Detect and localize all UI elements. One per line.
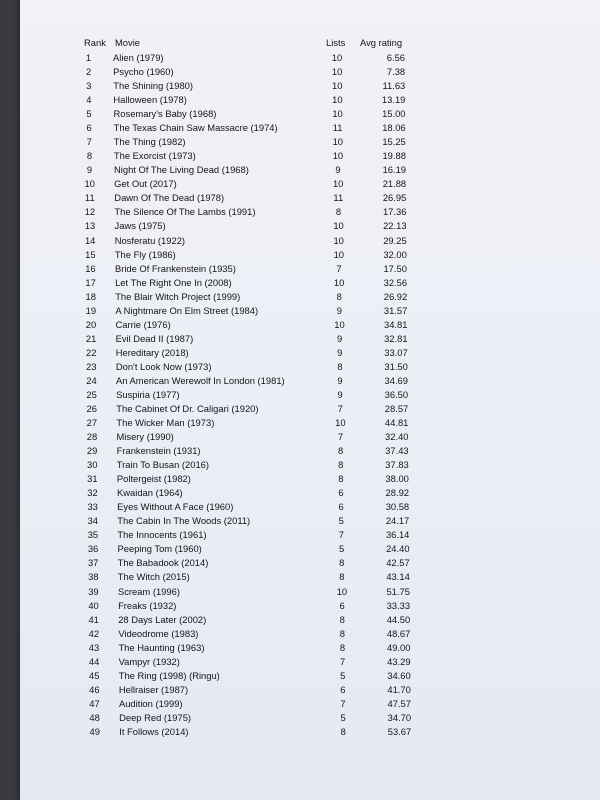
rank-cell: 2 [86,66,92,78]
movie-cell: Halloween (1978) [113,94,187,106]
avg-rating-cell: 33.07 [384,346,408,358]
movie-cell: Videodrome (1983) [118,627,199,639]
avg-rating-cell: 41.70 [387,683,411,695]
movie-cell: Alien (1979) [113,52,164,63]
lists-cell: 10 [332,136,343,148]
lists-cell: 10 [332,108,343,120]
table-row [1,290,600,303]
rank-cell: 41 [88,613,99,625]
table-row [2,374,600,387]
avg-rating-cell: 6.56 [386,52,405,63]
avg-rating-cell: 11.63 [382,80,406,92]
rank-cell: 24 [86,374,97,386]
lists-cell: 10 [336,585,348,597]
table-row [4,627,600,640]
movie-cell: Jaws (1975) [114,220,166,232]
movie-cell: The Exorcist (1973) [113,150,196,162]
rank-cell: 27 [86,417,98,429]
table-row [0,205,600,218]
rank-cell: 35 [87,529,99,541]
rank-cell: 14 [84,234,96,246]
movie-column-header: Movie [115,37,141,48]
table-row [0,79,599,92]
movie-cell: Rosemary's Baby (1968) [113,108,217,120]
avg-rating-cell: 34.70 [387,711,412,723]
rank-cell: 16 [85,262,96,274]
movie-cell: The Blair Witch Project (1999) [115,290,241,302]
avg-rating-cell: 32.56 [383,276,408,288]
movie-cell: The Cabin In The Woods (2011) [117,515,251,527]
table-row [2,402,600,415]
rank-cell: 4 [86,94,92,106]
table-row [5,655,600,668]
rank-cell: 17 [85,276,96,288]
table-row [4,542,600,555]
avg-rating-cell: 44.81 [384,417,409,429]
table-row [5,697,600,710]
avg-rating-cell: 34.69 [384,374,408,386]
avg-rating-cell: 28.92 [385,487,410,499]
lists-cell: 9 [336,304,342,316]
rank-cell: 25 [86,388,97,400]
table-row [0,191,600,204]
lists-cell: 9 [337,346,343,358]
avg-rating-cell: 7.38 [386,66,406,78]
lists-cell: 6 [338,501,344,513]
avg-rating-cell: 15.25 [382,136,406,148]
lists-cell: 10 [335,417,346,429]
avg-rating-cell: 42.57 [386,557,410,569]
table-row [0,121,600,134]
movie-cell: Audition (1999) [118,697,183,709]
table-row [2,360,600,373]
lists-cell: 10 [332,94,343,106]
table-row [0,107,600,120]
lists-cell: 8 [337,360,343,372]
movie-cell: Eyes Without A Face (1960) [117,501,234,513]
lists-cell: 7 [336,262,342,274]
movie-cell: It Follows (2014) [119,725,189,737]
lists-cell: 7 [337,403,343,414]
movie-cell: The Shining (1980) [113,80,194,92]
avg-rating-cell: 29.25 [383,234,407,246]
rank-cell: 28 [86,431,98,443]
lists-cell: 10 [331,66,343,78]
movie-cell: Carrie (1976) [115,318,171,330]
rank-cell: 18 [85,290,96,302]
lists-cell: 8 [338,459,344,471]
movie-cell: The Texas Chain Saw Massacre (1974) [113,122,278,134]
rank-cell: 22 [86,346,97,358]
lists-cell: 8 [339,613,345,625]
avg-rating-cell: 53.67 [387,725,412,737]
lists-cell: 8 [339,627,345,639]
table-row [1,234,600,247]
table-row [1,248,600,261]
lists-cell: 10 [333,234,344,246]
rank-cell: 7 [86,136,92,148]
lists-cell: 9 [337,388,343,400]
movie-cell: A Nightmare On Elm Street (1984) [115,304,259,316]
avg-rating-cell: 21.88 [382,178,407,190]
table-row [4,641,600,654]
table-row [4,599,600,612]
lists-cell: 11 [332,122,343,134]
lists-cell: 9 [335,164,341,176]
rank-cell: 40 [88,599,99,611]
avg-rating-cell: 22.13 [383,220,407,232]
rank-cell: 23 [86,360,97,372]
table-row [0,135,600,148]
avg-rating-cell: 32.81 [384,332,408,344]
lists-cell: 5 [340,669,346,681]
avg-rating-cell: 33.33 [386,599,411,611]
avg-rating-cell: 26.95 [382,192,407,204]
lists-cell: 7 [339,655,346,667]
movie-cell: The Wicker Man (1973) [116,417,215,429]
table-row [0,65,599,78]
avg-rating-cell: 48.67 [386,627,411,639]
movie-cell: Suspiria (1977) [116,388,180,400]
rank-cell: 20 [85,318,97,330]
lists-cell: 7 [340,697,346,709]
lists-cell: 8 [339,641,346,653]
avg-rating-cell: 17.36 [382,206,407,218]
movie-cell: Get Out (2017) [114,178,177,190]
movie-cell: Bride Of Frankenstein (1935) [114,262,236,274]
lists-cell: 11 [333,192,344,204]
movie-cell: Misery (1990) [116,431,174,443]
table-row [0,51,599,64]
table-row [3,458,600,471]
avg-rating-cell: 47.57 [387,697,411,709]
avg-rating-column-header: Avg rating [360,37,403,48]
avg-rating-cell: 24.40 [386,543,410,555]
movie-cell: The Cabinet Of Dr. Caligari (1920) [116,403,259,414]
movie-cell: The Haunting (1963) [118,641,205,653]
avg-rating-cell: 30.58 [385,501,410,513]
table-row [0,163,600,176]
rank-cell: 48 [89,711,100,723]
movie-cell: Don't Look Now (1973) [115,360,212,372]
avg-rating-cell: 16.19 [382,164,407,176]
rank-cell: 19 [85,304,97,316]
movie-cell: 28 Days Later (2002) [118,613,207,625]
table-row [4,570,600,583]
table-row [1,262,600,275]
rank-cell: 42 [88,627,100,639]
lists-cell: 8 [336,290,342,302]
movie-cell: Nosferatu (1922) [114,234,186,246]
lists-cell: 6 [339,599,345,611]
avg-rating-cell: 13.19 [381,94,406,106]
lists-cell: 10 [332,80,343,92]
table-row [4,585,600,598]
table-row [1,276,600,289]
lists-cell: 9 [337,374,343,386]
rank-cell: 47 [89,697,100,709]
avg-rating-cell: 37.83 [385,459,409,471]
movie-cell: Deep Red (1975) [119,711,192,723]
table-row [3,514,600,527]
table-row [3,500,600,513]
rank-cell: 46 [89,683,100,695]
lists-cell: 6 [340,683,346,695]
movie-cell: The Thing (1982) [113,136,186,148]
movie-cell: The Ring (1998) (Ringu) [118,669,220,681]
rank-cell: 6 [86,122,92,134]
movie-cell: Evil Dead II (1987) [115,332,194,344]
rank-cell: 15 [85,248,96,260]
table-row [5,725,600,738]
rank-cell: 26 [86,403,97,414]
avg-rating-cell: 19.88 [382,150,406,162]
lists-cell: 7 [338,529,345,541]
rank-cell: 30 [87,459,98,471]
avg-rating-cell: 34.60 [387,669,411,681]
movie-cell: Frankenstein (1931) [116,445,201,457]
movie-cell: Hereditary (2018) [115,346,189,358]
lists-cell: 10 [333,220,344,232]
avg-rating-cell: 44.50 [386,613,411,625]
lists-cell: 10 [333,248,345,260]
avg-rating-cell: 49.00 [386,641,411,653]
rank-cell: 21 [85,332,97,344]
rank-cell: 10 [84,178,95,190]
rank-cell: 9 [86,164,93,176]
lists-cell: 8 [339,557,345,569]
lists-cell: 6 [338,487,344,499]
table-row [4,556,600,569]
rank-cell: 11 [84,192,95,204]
rank-cell: 38 [88,571,99,583]
lists-cell: 10 [334,318,345,330]
rank-cell: 37 [87,557,99,569]
avg-rating-cell: 43.29 [387,655,411,667]
movie-cell: The Fly (1986) [114,248,176,260]
movie-cell: The Witch (2015) [117,571,190,583]
rank-cell: 29 [86,445,98,457]
table-row [1,219,600,232]
movie-cell: Kwaidan (1964) [117,487,183,499]
avg-rating-cell: 28.57 [384,403,409,414]
lists-cell: 5 [338,543,345,555]
avg-rating-cell: 37.43 [385,445,409,457]
movie-cell: Dawn Of The Dead (1978) [114,192,225,204]
rank-cell: 43 [88,641,100,653]
lists-cell: 8 [335,206,342,218]
lists-cell: 10 [333,276,345,288]
avg-rating-cell: 36.50 [384,388,409,400]
rank-cell: 8 [86,150,93,162]
table-row [1,318,600,331]
rank-cell: 13 [84,220,96,232]
avg-rating-cell: 32.00 [383,248,407,260]
rank-cell: 32 [87,487,98,499]
avg-rating-cell: 18.06 [382,122,406,134]
table-row [5,711,600,724]
movie-cell: The Babadook (2014) [117,557,209,569]
lists-cell: 10 [332,178,344,190]
lists-cell: 5 [338,515,344,527]
avg-rating-cell: 38.00 [385,473,409,485]
rank-cell: 44 [88,655,100,667]
avg-rating-cell: 24.17 [385,515,410,527]
rank-cell: 1 [85,52,92,63]
rank-cell: 3 [86,80,92,92]
lists-cell: 9 [336,332,343,344]
lists-cell: 10 [332,150,344,162]
avg-rating-cell: 34.81 [384,318,408,330]
movie-cell: Night Of The Living Dead (1968) [114,164,249,176]
avg-rating-cell: 43.14 [386,571,410,583]
movie-cell: The Silence Of The Lambs (1991) [114,206,256,218]
table-row [3,528,600,541]
avg-rating-cell: 36.14 [385,529,410,541]
table-row [1,304,600,317]
lists-cell: 5 [340,711,346,723]
table-row [2,332,600,345]
table-row [0,93,599,106]
rank-cell: 12 [84,206,96,218]
rank-cell: 33 [87,501,98,513]
table-row [4,613,600,626]
avg-rating-cell: 32.40 [385,431,409,443]
table-row [5,683,600,696]
avg-rating-cell: 26.92 [383,290,408,302]
rank-cell: 49 [89,725,100,737]
lists-cell: 8 [340,725,346,737]
lists-column-header: Lists [326,37,346,48]
movie-cell: Vampyr (1932) [118,655,180,667]
lists-cell: 8 [339,571,345,583]
table-row [0,149,600,162]
avg-rating-cell: 17.50 [383,262,407,274]
lists-cell: 8 [338,473,344,485]
table-row [2,388,600,401]
table-row [2,346,600,359]
movie-cell: Hellraiser (1987) [118,683,189,695]
movie-cell: Let The Right One In (2008) [115,276,232,288]
table-row [2,416,600,429]
lists-cell: 8 [338,445,344,457]
avg-rating-cell: 15.00 [382,108,406,120]
movie-cell: An American Werewolf In London (1981) [115,374,285,386]
movie-cell: Poltergeist (1982) [116,473,191,485]
movie-cell: Freaks (1932) [118,599,177,611]
avg-rating-cell: 31.57 [383,304,408,316]
movie-cell: Psycho (1960) [113,66,174,78]
rank-cell: 45 [89,669,100,681]
lists-cell: 10 [331,52,343,63]
movie-cell: Scream (1996) [117,585,180,597]
table-row [3,430,600,443]
movie-cell: Peeping Tom (1960) [117,543,202,555]
avg-rating-cell: 31.50 [384,360,408,372]
table-row [3,472,600,485]
avg-rating-cell: 51.75 [386,585,410,597]
rank-cell: 5 [86,108,92,120]
table-row [3,486,600,499]
rank-cell: 39 [88,585,99,597]
rank-column-header: Rank [84,37,106,48]
lists-cell: 7 [337,431,344,443]
movie-cell: The Innocents (1961) [117,529,207,541]
table-header [0,36,600,49]
table-row [0,177,600,190]
table-row [3,444,600,457]
rank-cell: 34 [87,515,98,527]
rank-cell: 31 [87,473,98,485]
movie-cell: Train To Busan (2016) [116,459,210,471]
rank-cell: 36 [87,543,99,555]
table-row [5,669,600,682]
